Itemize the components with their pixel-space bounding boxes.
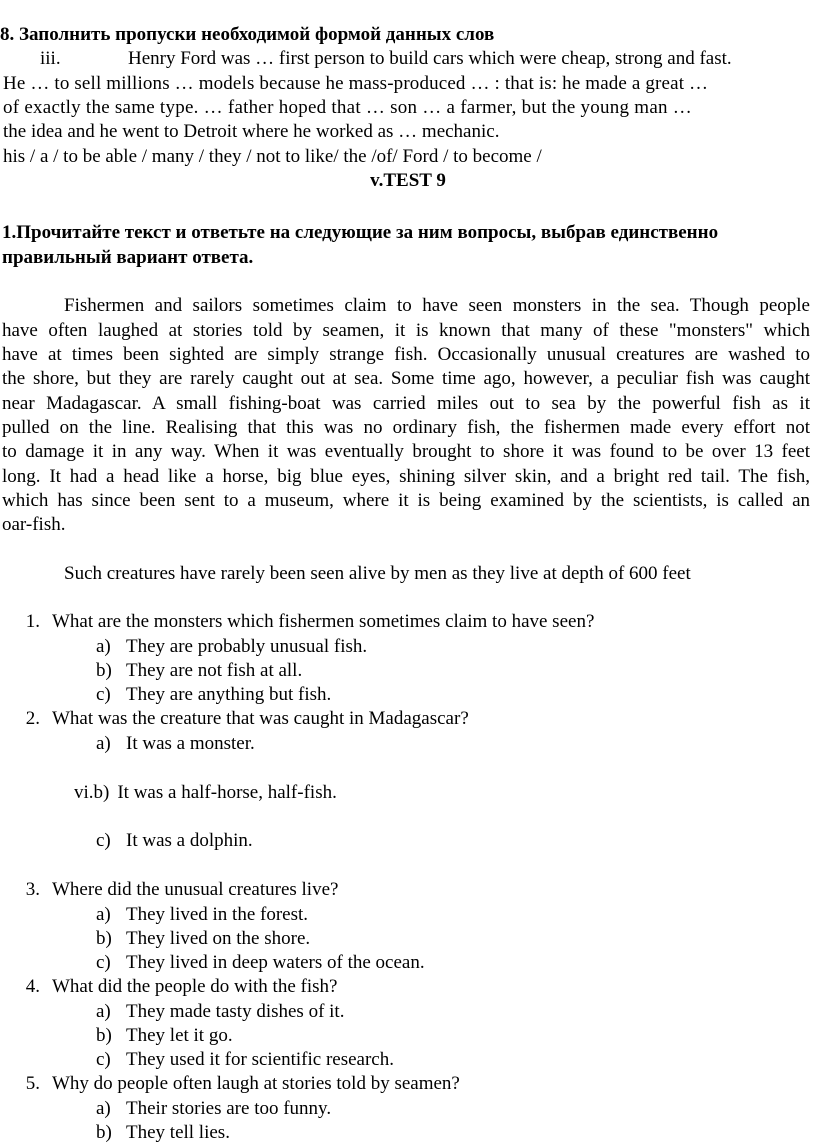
option-letter: c) <box>96 684 111 705</box>
passage-line-8: long. It had a head like a horse, big blue eyes, shining silver skin, and a bright red tail. The fish, <box>2 466 810 487</box>
option-letter: a) <box>96 733 111 754</box>
question-text: What was the creature that was caught in Madagascar? <box>52 708 469 729</box>
task8-line-1: Henry Ford was … first person to build cars which were cheap, strong and fast. <box>128 48 732 69</box>
option-text: They tell lies. <box>126 1122 230 1143</box>
question-2 <box>12 708 469 730</box>
question-2-option-c <box>96 830 253 852</box>
question-number: 3. <box>25 879 40 900</box>
instruction-line-1: 1.Прочитайте текст и ответьте на следующие за ним вопросы, выбрав единственно <box>2 222 719 243</box>
option-letter: b) <box>96 1122 112 1143</box>
question-number: 5. <box>25 1073 40 1094</box>
question-4-option-b <box>96 1025 233 1047</box>
passage-line-10: oar-fish. <box>2 514 66 535</box>
option-text: It was a monster. <box>126 733 255 754</box>
question-3 <box>12 879 338 901</box>
passage-line-4: the shore, but they are rarely caught out at sea. Some time ago, however, a peculiar fish was caught <box>2 368 810 389</box>
question-5-option-a <box>96 1098 331 1120</box>
question-3-option-b <box>96 928 310 950</box>
question-2-option-a <box>96 733 255 755</box>
option-letter: b) <box>96 660 112 681</box>
option-text: They let it go. <box>126 1025 233 1046</box>
question-1-option-b <box>96 660 302 682</box>
option-text: They are probably unusual fish. <box>126 636 368 657</box>
question-3-option-a <box>96 904 308 926</box>
option-letter: a) <box>96 904 111 925</box>
task8-heading: 8. Заполнить пропуски необходимой формой данных слов <box>0 24 495 45</box>
task8-roman-numeral: iii. <box>40 48 61 69</box>
question-number: 2. <box>25 708 40 729</box>
question-3-option-c <box>96 952 425 974</box>
question-number: 1. <box>25 611 40 632</box>
question-number: 4. <box>25 976 40 997</box>
task8-line-2: He … to sell millions … models because he mass-produced … : that is: he made a great … <box>3 73 709 94</box>
passage-line-2: have often laughed at stories told by seamen, it is known that many of these "monsters" which <box>2 320 810 341</box>
test-title: v.TEST 9 <box>370 170 446 191</box>
question-4 <box>12 976 337 998</box>
question-text: What are the monsters which fishermen sometimes claim to have seen? <box>52 611 595 632</box>
task8-line-4: the idea and he went to Detroit where he worked as … mechanic. <box>3 121 500 142</box>
passage-line-3: have at times been sighted are simply strange fish. Occasionally unusual creatures are washed to <box>2 344 810 365</box>
option-text: They lived in the forest. <box>126 904 309 925</box>
passage-extra-sentence: Such creatures have rarely been seen alive by men as they live at depth of 600 feet <box>64 563 691 584</box>
question-4-option-c <box>96 1049 394 1071</box>
question-1 <box>12 611 594 633</box>
option-text: It was a half-horse, half-fish. <box>117 782 337 803</box>
option-text: They lived in deep waters of the ocean. <box>126 952 425 973</box>
option-letter: c) <box>96 1049 111 1070</box>
question-text: What did the people do with the fish? <box>52 976 338 997</box>
task8-line-3: of exactly the same type. … father hoped that … son … a farmer, but the young man … <box>3 97 693 118</box>
question-1-option-a <box>96 636 367 658</box>
option-letter: a) <box>96 636 111 657</box>
question-text: Why do people often laugh at stories told by seamen? <box>52 1073 460 1094</box>
passage-line-7: to damage it in any way. When it was eventually brought to shore it was found to be over 13 feet <box>2 441 810 462</box>
option-letter: c) <box>96 830 111 851</box>
option-letter: a) <box>96 1098 111 1119</box>
passage-line-5: near Madagascar. A small fishing-boat was carried miles out to sea by the powerful fish as it <box>2 393 810 414</box>
question-5-option-b <box>96 1122 230 1144</box>
instruction-line-2: правильный вариант ответа. <box>2 247 254 268</box>
question-text: Where did the unusual creatures live? <box>52 879 339 900</box>
task8-word-bank: his / a / to be able / many / they / not to like/ the /of/ Ford / to become / <box>3 146 542 167</box>
passage-line-6: pulled on the line. Realising that this was no ordinary fish, the fishermen made every effort not <box>2 417 810 438</box>
option-letter: b) <box>96 1025 112 1046</box>
option-text: They lived on the shore. <box>126 928 311 949</box>
passage-line-1: Fishermen and sailors sometimes claim to have seen monsters in the sea. Though people <box>64 295 810 316</box>
option-letter: b) <box>96 928 112 949</box>
question-5 <box>12 1073 460 1095</box>
option-text: It was a dolphin. <box>126 830 253 851</box>
option-text: They are anything but fish. <box>126 684 332 705</box>
option-letter: c) <box>96 952 111 973</box>
question-4-option-a <box>96 1001 344 1023</box>
option-text: Their stories are too funny. <box>126 1098 332 1119</box>
option-letter: vi.b) <box>74 782 110 803</box>
option-text: They made tasty dishes of it. <box>126 1001 345 1022</box>
option-letter: a) <box>96 1001 111 1022</box>
option-text: They used it for scientific research. <box>126 1049 394 1070</box>
option-text: They are not fish at all. <box>126 660 303 681</box>
passage-line-9: which has since been sent to a museum, where it is being examined by the scientists, is called an <box>2 490 810 511</box>
question-1-option-c <box>96 684 331 706</box>
question-2-option-b <box>74 782 337 804</box>
